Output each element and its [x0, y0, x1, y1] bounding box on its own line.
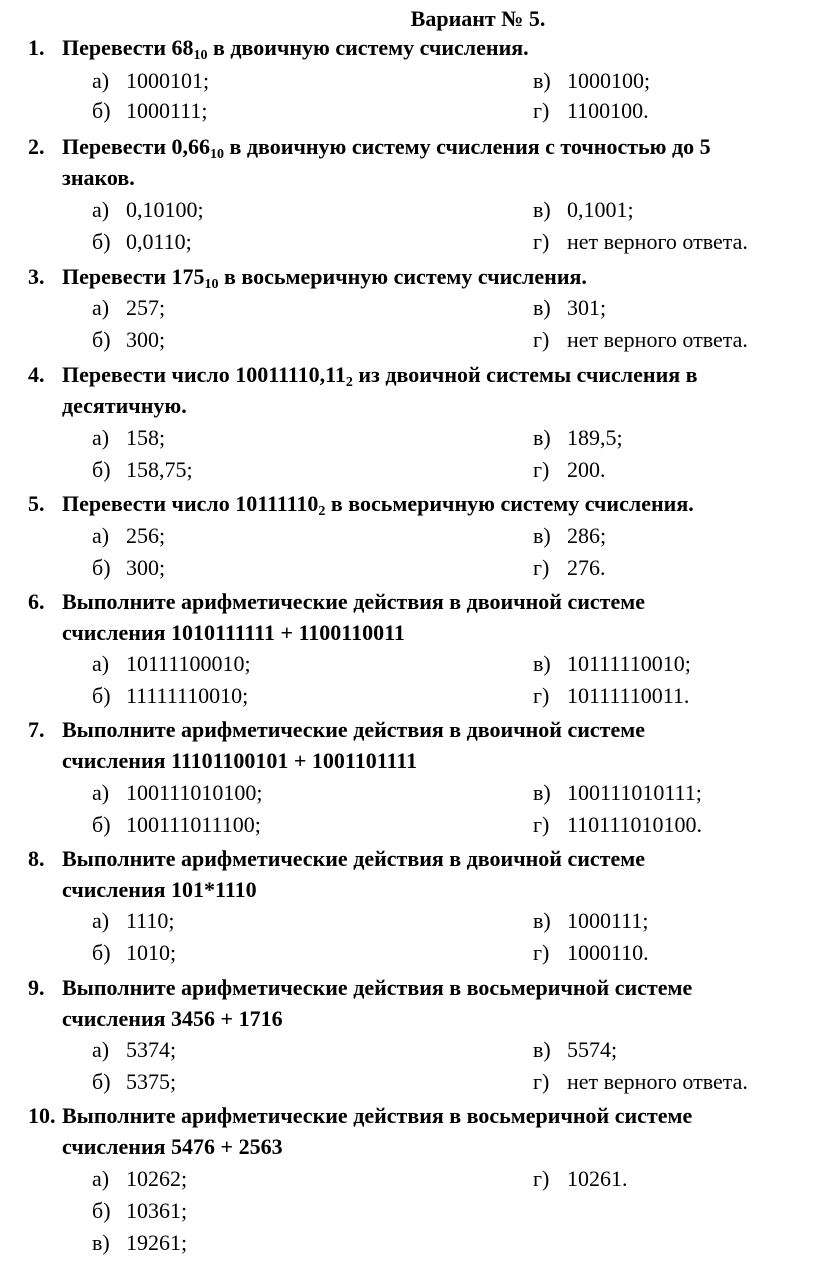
- base-subscript: 10: [204, 277, 219, 292]
- option-label: а): [92, 523, 110, 548]
- option-label: г): [533, 457, 550, 482]
- question-text: Перевести число $10011110,11_2$ из двоичной системы счисления в: [62, 362, 698, 390]
- option-value: 1000110.: [567, 940, 649, 965]
- option-value: 0,1001;: [567, 197, 634, 222]
- question-text: Выполните арифметические действия в двоичной системе: [62, 589, 645, 614]
- option-value: 301;: [567, 295, 607, 320]
- option-value: 1000100;: [567, 68, 651, 93]
- option-value: 10111110010;: [567, 651, 691, 676]
- option-label: в): [533, 523, 551, 548]
- option-a: [92, 523, 165, 549]
- question-number: 4.: [28, 362, 45, 387]
- question-number: 1.: [28, 35, 45, 60]
- option-g: [533, 98, 649, 124]
- question-text: Выполните арифметические действия в двоичной системе: [62, 717, 645, 742]
- question-10: [28, 1100, 798, 1162]
- option-g: [533, 940, 649, 966]
- option-value: 5375;: [126, 1069, 177, 1094]
- option-value: 257;: [126, 295, 166, 320]
- question-9: [28, 972, 798, 1034]
- option-label: в): [92, 1230, 110, 1255]
- option-value: 10361;: [126, 1198, 188, 1223]
- option-value: 110111010100.: [567, 812, 703, 837]
- option-b: [92, 940, 176, 966]
- option-g: [533, 229, 748, 255]
- option-b: [92, 555, 165, 581]
- option-a: [92, 651, 251, 677]
- option-a: [92, 1037, 176, 1063]
- option-label: б): [92, 327, 111, 352]
- option-value: 1100100.: [567, 98, 649, 123]
- option-b: [92, 683, 248, 709]
- option-value: 189,5;: [567, 425, 623, 450]
- option-value: 1110;: [126, 908, 175, 933]
- option-value: 5574;: [567, 1037, 618, 1062]
- option-label: в): [533, 1037, 551, 1062]
- option-label: а): [92, 295, 110, 320]
- option-b: [92, 812, 261, 838]
- option-label: а): [92, 1037, 110, 1062]
- base-subscript: 2: [345, 375, 353, 390]
- option-v: [533, 295, 606, 321]
- option-value: 10261.: [567, 1166, 628, 1191]
- question-text-continued: десятичную.: [62, 393, 187, 418]
- option-b: [92, 229, 192, 255]
- option-label: в): [533, 68, 551, 93]
- option-label: в): [533, 197, 551, 222]
- option-g: [533, 812, 702, 838]
- option-value: 11111110010;: [126, 683, 249, 708]
- option-label: а): [92, 908, 110, 933]
- option-b: [92, 98, 207, 124]
- option-value: 276.: [567, 555, 606, 580]
- question-3: [28, 261, 798, 292]
- option-label: г): [533, 683, 550, 708]
- option-a: [92, 1166, 187, 1192]
- option-value: 158;: [126, 425, 166, 450]
- option-label: г): [533, 1166, 550, 1191]
- option-v: [533, 197, 634, 223]
- option-label: б): [92, 555, 111, 580]
- option-a: [92, 68, 209, 94]
- question-2: [28, 131, 798, 193]
- question-number: 7.: [28, 717, 45, 742]
- option-b: [92, 1069, 176, 1095]
- option-v: [533, 780, 702, 806]
- question-text-continued: счисления 11101100101 + 1001101111: [62, 748, 418, 773]
- option-value: 0,10100;: [126, 197, 204, 222]
- question-text: Перевести $175_{10}$ в восьмеричную систему счисления.: [62, 264, 587, 292]
- option-label: г): [533, 1069, 550, 1094]
- option-value: 0,0110;: [126, 229, 192, 254]
- option-g: [533, 683, 689, 709]
- option-value: 100111011100;: [126, 812, 261, 837]
- option-label: б): [92, 98, 111, 123]
- option-value: 256;: [126, 523, 166, 548]
- question-number: 9.: [28, 975, 45, 1000]
- option-a: [92, 780, 262, 806]
- question-number: 8.: [28, 846, 45, 871]
- option-label: а): [92, 1166, 110, 1191]
- option-v: [533, 523, 606, 549]
- question-text: Выполните арифметические действия в восьмеричной системе: [62, 975, 693, 1000]
- question-8: [28, 843, 798, 905]
- option-label: в): [533, 425, 551, 450]
- question-7: [28, 714, 798, 776]
- option-v: [533, 68, 650, 94]
- option-b: [92, 457, 193, 483]
- option-v: [533, 425, 623, 451]
- option-a: [92, 425, 165, 451]
- option-a: [92, 295, 165, 321]
- question-6: [28, 586, 798, 648]
- option-value: нет верного ответа.: [567, 1069, 748, 1094]
- option-value: 100111010111;: [567, 780, 702, 805]
- option-label: б): [92, 457, 111, 482]
- question-text-continued: счисления 5476 + 2563: [62, 1134, 283, 1159]
- page-title: Вариант № 5.: [410, 6, 546, 31]
- option-label: б): [92, 229, 111, 254]
- option-value: нет верного ответа.: [567, 327, 748, 352]
- option-label: г): [533, 812, 550, 837]
- option-value: 300;: [126, 327, 166, 352]
- question-1: [28, 32, 798, 63]
- option-v: [533, 1037, 617, 1063]
- option-label: в): [533, 780, 551, 805]
- option-value: 19261;: [126, 1230, 188, 1255]
- option-label: б): [92, 1069, 111, 1094]
- option-label: в): [533, 908, 551, 933]
- option-g: [533, 327, 748, 353]
- option-label: в): [533, 651, 551, 676]
- question-number: 5.: [28, 491, 45, 516]
- option-a: [92, 908, 174, 934]
- option-value: 286;: [567, 523, 607, 548]
- option-b: [92, 327, 165, 353]
- option-label: а): [92, 425, 110, 450]
- question-number: 3.: [28, 264, 45, 289]
- option-value: 10111110011.: [567, 683, 690, 708]
- question-text: Выполните арифметические действия в двоичной системе: [62, 846, 645, 871]
- option-label: б): [92, 812, 111, 837]
- option-value: 1000111;: [126, 98, 208, 123]
- question-text: Перевести число $10111110_2$ в восьмеричную систему счисления.: [62, 491, 694, 519]
- option-g: [533, 1166, 628, 1192]
- question-number: 10.: [28, 1103, 56, 1128]
- option-label: а): [92, 68, 110, 93]
- option-value: 10262;: [126, 1166, 188, 1191]
- option-v: [92, 1230, 187, 1256]
- option-v: [533, 651, 691, 677]
- option-label: б): [92, 940, 111, 965]
- option-label: а): [92, 780, 110, 805]
- option-value: 300;: [126, 555, 166, 580]
- option-value: 200.: [567, 457, 606, 482]
- option-value: 100111010100;: [126, 780, 263, 805]
- question-text-continued: счисления 3456 + 1716: [62, 1006, 283, 1031]
- option-label: г): [533, 940, 550, 965]
- option-value: 1000111;: [567, 908, 649, 933]
- option-value: 10111100010;: [126, 651, 251, 676]
- option-a: [92, 197, 204, 223]
- option-label: а): [92, 651, 110, 676]
- base-subscript: 10: [193, 48, 208, 63]
- question-text-continued: счисления 101*1110: [62, 877, 257, 902]
- question-number: 2.: [28, 134, 45, 159]
- option-label: б): [92, 1198, 111, 1223]
- question-5: [28, 488, 798, 519]
- option-label: г): [533, 327, 550, 352]
- base-subscript: 10: [210, 147, 225, 162]
- question-number: 6.: [28, 589, 45, 614]
- option-g: [533, 1069, 748, 1095]
- option-value: 1010;: [126, 940, 177, 965]
- option-b: [92, 1198, 187, 1224]
- base-subscript: 2: [318, 504, 326, 519]
- option-value: нет верного ответа.: [567, 229, 748, 254]
- option-v: [533, 908, 648, 934]
- option-g: [533, 457, 606, 483]
- option-g: [533, 555, 606, 581]
- option-label: г): [533, 229, 550, 254]
- option-label: в): [533, 295, 551, 320]
- question-text: Перевести $68_{10}$ в двоичную систему счисления.: [62, 35, 529, 63]
- question-text-continued: счисления 1010111111 + 1100110011: [62, 620, 405, 645]
- question-4: [28, 359, 798, 421]
- option-label: б): [92, 683, 111, 708]
- question-text: Выполните арифметические действия в восьмеричной системе: [62, 1103, 693, 1128]
- option-value: 5374;: [126, 1037, 177, 1062]
- option-label: а): [92, 197, 110, 222]
- option-label: г): [533, 555, 550, 580]
- option-value: 158,75;: [126, 457, 193, 482]
- option-value: 1000101;: [126, 68, 210, 93]
- option-label: г): [533, 98, 550, 123]
- question-text-continued: знаков.: [62, 165, 135, 190]
- question-text: Перевести $0,66_{10}$ в двоичную систему счисления с точностью до 5: [62, 134, 711, 162]
